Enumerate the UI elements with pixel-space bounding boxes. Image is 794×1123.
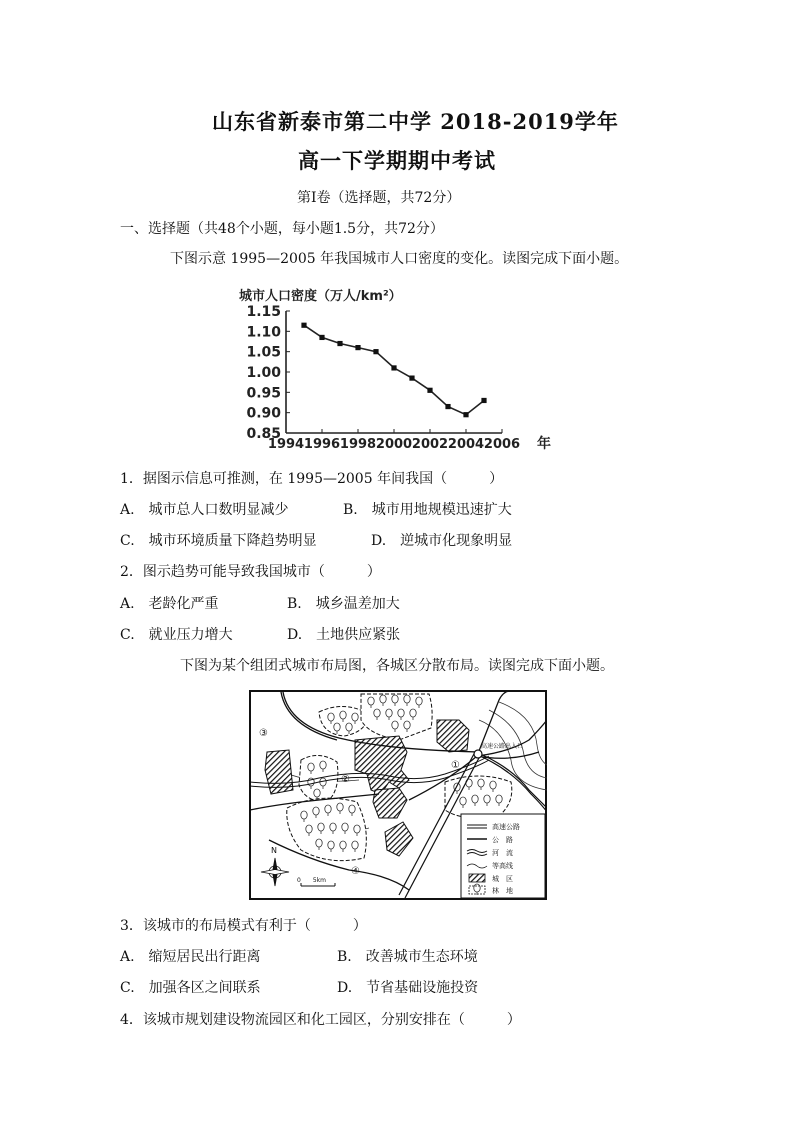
chart-title: 城市人口密度（万人/km²） <box>239 289 402 304</box>
legend-forest: 林 地 <box>492 887 513 895</box>
city-layout-map <box>249 690 547 900</box>
y-tick-label: 1.05 <box>246 344 281 361</box>
question-2-option-c: C. 就业压力增大 <box>120 627 233 643</box>
question-2-option-a: A. 老龄化严重 <box>120 596 219 612</box>
data-point <box>481 398 486 403</box>
y-tick-label: 1.10 <box>246 324 281 341</box>
question-3-option-c: C. 加强各区之间联系 <box>120 980 261 996</box>
question-3-stem: 3．该城市的布局模式有利于（ ） <box>120 918 367 934</box>
page-title-line1: 山东省新泰市第二中学 2018-2019学年 <box>212 109 619 134</box>
question-2-stem: 2．图示趋势可能导致我国城市（ ） <box>120 564 381 580</box>
data-point <box>301 323 306 328</box>
data-point <box>355 345 360 350</box>
population-density-chart <box>232 283 562 453</box>
y-tick-label: 1.00 <box>246 365 281 381</box>
x-axis-unit: 年 <box>537 436 551 452</box>
question-1-option-a: A. 城市总人口数明显减少 <box>120 502 289 518</box>
y-tick-label: 0.85 <box>246 426 281 442</box>
x-tick-label: 1996 <box>303 437 341 452</box>
page-title-line2: 高一下学期期中考试 <box>298 148 496 173</box>
x-tick-label: 2006 <box>483 437 521 452</box>
area-label-1: ① <box>451 760 460 771</box>
question-1-stem: 1．据图示信息可推测，在 1995—2005 年间我国（ ） <box>120 471 504 487</box>
x-tick-label: 1998 <box>339 437 377 452</box>
question-3-option-b: B. 改善城市生态环境 <box>337 949 478 965</box>
x-tick-label: 2004 <box>447 437 485 452</box>
data-point <box>445 404 450 409</box>
x-tick-label: 1994 <box>267 437 305 452</box>
question-2-option-d: D. 土地供应紧张 <box>287 627 401 643</box>
forest-patch-center <box>299 755 338 802</box>
area-label-3: ③ <box>259 728 268 739</box>
x-tick-label: 2002 <box>411 437 449 452</box>
section-heading: 第Ⅰ卷（选择题，共72分） <box>297 190 461 206</box>
question-2-option-b: B. 城乡温差加大 <box>287 596 400 612</box>
data-point <box>337 341 342 346</box>
legend-contour: 等高线 <box>492 862 513 870</box>
question-3-option-d: D. 节省基础设施投资 <box>337 980 479 996</box>
data-point <box>319 335 324 340</box>
data-point <box>373 349 378 354</box>
map-legend <box>461 814 545 898</box>
area-label-2: ② <box>341 774 350 785</box>
highway-exit-label: 高速公路出入口 <box>481 743 524 750</box>
y-tick-label: 0.90 <box>246 405 281 422</box>
intro-text-1: 下图示意 1995—2005 年我国城市人口密度的变化。读图完成下面小题。 <box>170 251 629 267</box>
question-1-option-d: D. 逆城市化现象明显 <box>371 533 513 549</box>
legend-highway: 高速公路 <box>492 823 520 831</box>
data-point <box>409 376 414 381</box>
question-3-option-a: A. 缩短居民出行距离 <box>120 949 261 965</box>
scale-label: 0 5km <box>297 877 326 884</box>
data-point <box>391 365 396 370</box>
question-1-option-c: C. 城市环境质量下降趋势明显 <box>120 533 317 549</box>
legend-river: 河 流 <box>492 849 513 857</box>
data-point <box>427 388 432 393</box>
highway-exit-marker <box>474 750 482 758</box>
y-tick-label: 1.15 <box>246 304 281 320</box>
forest-patch-east <box>445 776 512 818</box>
legend-road: 公 路 <box>492 836 513 844</box>
area-label-4: ④ <box>351 866 360 877</box>
question-4-stem: 4．该城市规划建设物流园区和化工园区，分别安排在（ ） <box>120 1012 521 1028</box>
legend-urban: 城 区 <box>492 875 513 883</box>
x-tick-label: 2000 <box>375 437 413 452</box>
intro-text-2: 下图为某个组团式城市布局图，各城区分散布局。读图完成下面小题。 <box>180 658 614 674</box>
part-heading: 一、选择题（共48个小题，每小题1.5分，共72分） <box>120 221 444 237</box>
data-point <box>463 412 468 417</box>
question-1-option-b: B. 城市用地规模迅速扩大 <box>343 502 512 518</box>
y-tick-label: 0.95 <box>246 385 281 402</box>
north-label: N <box>271 846 277 855</box>
